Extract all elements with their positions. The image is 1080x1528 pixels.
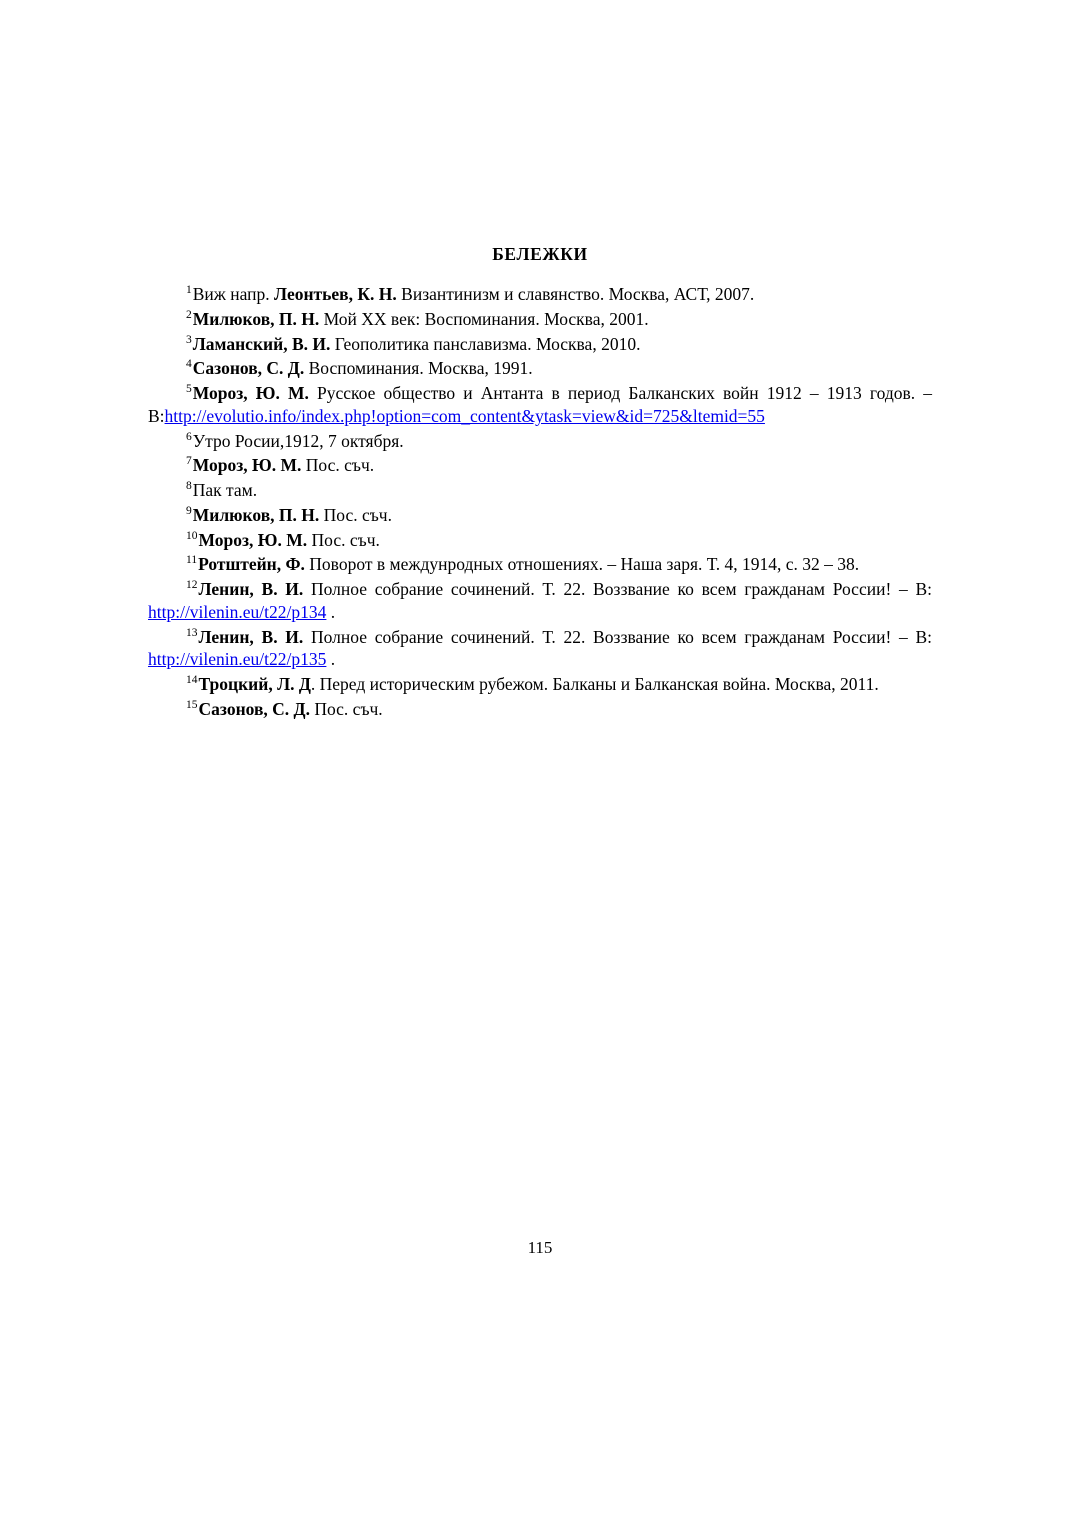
page-number: 115: [527, 1238, 553, 1257]
note-number: 3: [186, 333, 192, 346]
note-author: Троцкий, Л. Д: [198, 674, 311, 694]
note-number: 1: [186, 284, 192, 297]
note-item: [148, 626, 932, 672]
note-author: Сазонов, С. Д.: [192, 358, 305, 379]
note-number: 15: [186, 698, 198, 711]
note-author: Мороз, Ю. М.: [198, 529, 308, 550]
note-item: [148, 283, 932, 306]
note-link[interactable]: http://vilenin.eu/t22/p134: [148, 601, 327, 622]
note-tail: .: [326, 601, 336, 622]
note-author: Мороз, Ю. М.: [192, 455, 302, 476]
note-item: [148, 698, 932, 721]
note-prefix: Утро Росии,1912, 7 октября.: [192, 430, 404, 451]
note-text: Русское общество и Антанта в период Балканских войн 1912 – 1913 годов. – В:: [148, 383, 933, 426]
note-text: Пос. съч.: [319, 504, 392, 525]
note-prefix: Пак там.: [192, 480, 258, 500]
page-title: БЕЛЕЖКИ: [492, 244, 588, 264]
note-number: 8: [186, 480, 192, 493]
notes-list: [148, 283, 932, 721]
note-text: Пос. съч.: [307, 529, 380, 550]
note-number: 2: [186, 308, 192, 321]
note-author: Ламанский, В. И.: [192, 333, 331, 354]
note-item: [148, 357, 932, 380]
note-text: Поворот в междунродных отношениях. – Наша заря. Т. 4, 1914, с. 32 – 38.: [304, 554, 860, 575]
note-author: Леонтьев, К. Н.: [274, 284, 397, 304]
note-text: . Перед историческим рубежом. Балканы и Балканская война. Москва, 2011.: [310, 674, 879, 694]
note-text: Мой XX век: Воспоминания. Москва, 2001.: [319, 308, 649, 329]
note-item: [148, 479, 932, 502]
note-text: Византинизм и славянство. Москва, АСТ, 2007.: [396, 284, 755, 304]
note-number: 14: [186, 674, 198, 687]
note-number: 13: [186, 626, 198, 639]
note-author: Ротштейн, Ф.: [198, 554, 305, 575]
note-text: Полное собрание сочинений. Т. 22. Воззвание ко всем гражданам России! – В:: [303, 626, 932, 647]
note-link[interactable]: http://vilenin.eu/t22/p135: [148, 649, 327, 670]
note-tail: .: [326, 649, 336, 670]
note-number: 12: [186, 579, 198, 592]
note-item: [148, 333, 932, 356]
note-item: [148, 454, 932, 477]
note-item: [148, 504, 932, 527]
note-text: Полное собрание сочинений. Т. 22. Воззвание ко всем гражданам России! – В:: [303, 579, 932, 599]
note-number: 11: [186, 554, 198, 567]
note-link[interactable]: http://evolutio.info/index.php!option=com_content&ytask=view&id=725&ltemid=55: [164, 405, 765, 426]
note-number: 9: [186, 504, 192, 517]
note-author: Сазонов, С. Д.: [198, 698, 310, 719]
note-author: Ленин, В. И.: [198, 579, 304, 599]
notes-section: [148, 244, 932, 723]
note-item: [148, 308, 932, 331]
note-text: Геополитика панславизма. Москва, 2010.: [330, 333, 641, 354]
note-item: [148, 529, 932, 552]
note-item: [148, 553, 932, 576]
note-prefix: Виж напр.: [192, 284, 275, 304]
note-author: Мороз, Ю. М.: [192, 383, 309, 403]
note-author: Милюков, П. Н.: [192, 308, 320, 329]
note-number: 10: [186, 529, 198, 542]
note-item: [148, 673, 932, 696]
note-text: Воспоминания. Москва, 1991.: [304, 358, 533, 379]
note-author: Ленин, В. И.: [198, 626, 304, 647]
note-number: 4: [186, 358, 192, 371]
note-item: [148, 578, 932, 624]
note-item: [148, 382, 932, 428]
note-number: 6: [186, 430, 192, 443]
note-number: 7: [186, 455, 192, 468]
note-number: 5: [186, 383, 192, 396]
note-text: Пос. съч.: [309, 698, 383, 719]
note-text: Пос. съч.: [301, 455, 375, 476]
note-item: [148, 430, 932, 453]
note-author: Милюков, П. Н.: [192, 504, 320, 525]
